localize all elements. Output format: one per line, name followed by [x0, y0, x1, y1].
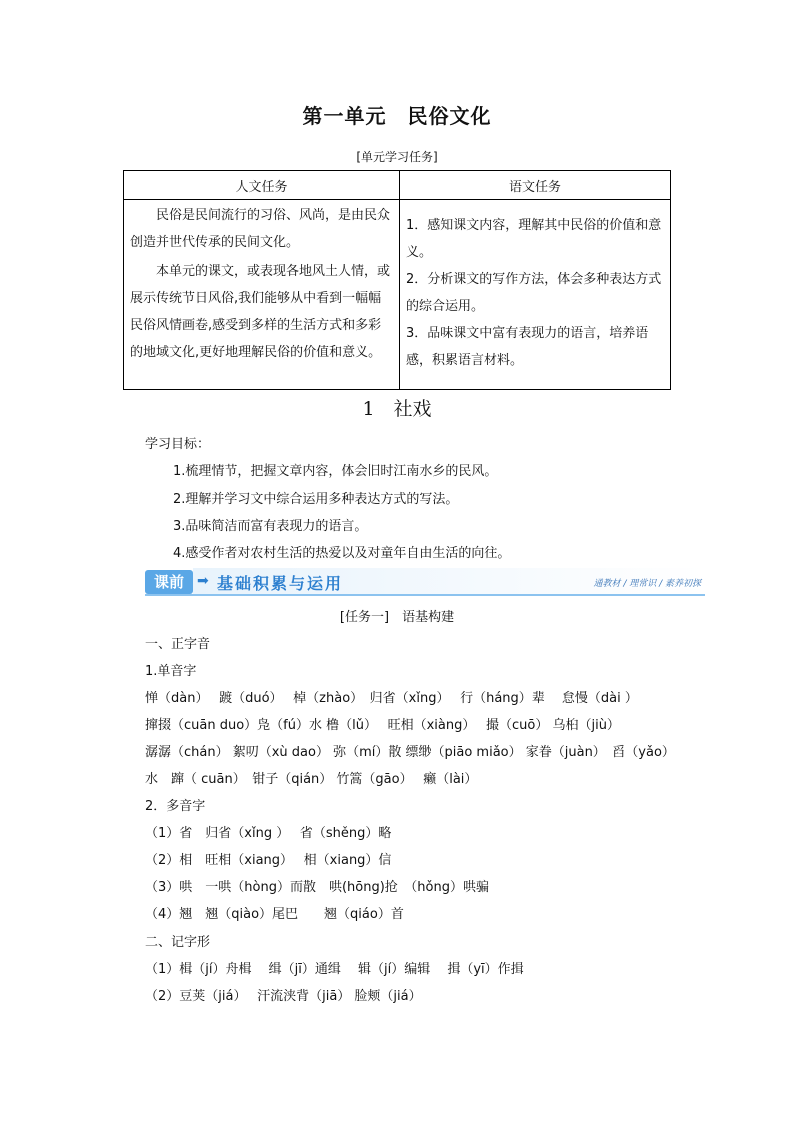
- banner-tag: 课前: [145, 570, 193, 594]
- polyphone-line: （2）相 旺相（xiang） 相（xiang）信: [145, 853, 392, 868]
- table-header-humanities: 人文任务: [124, 171, 400, 200]
- pinyin-line: 撺掇（cuān duo）凫（fú）水 橹（lǔ） 旺相（xiàng） 撮（cuō） 乌桕（jiù）: [145, 718, 620, 733]
- humanities-cell: [124, 200, 400, 390]
- goal-item: 2.理解并学习文中综合运用多种表达方式的写法。: [173, 492, 459, 507]
- character-shape-line: （2）豆荚（jiá） 汗流浃背（jiā） 脸颊（jiá）: [145, 989, 422, 1004]
- sub-heading: 1.单音字: [145, 664, 197, 679]
- task-label: [任务一] 语基构建: [339, 610, 455, 625]
- unit-subtitle: [单元学习任务]: [356, 150, 438, 164]
- unit-task-table: [123, 170, 671, 390]
- section-heading: 二、记字形: [145, 935, 211, 950]
- polyphone-line: （4）翘 翘（qiào）尾巴 翘（qiáo）首: [145, 907, 404, 922]
- lesson-title: 1 社戏: [362, 398, 432, 420]
- polyphone-line: （1）省 归省（xǐng ） 省（shěng）略: [145, 826, 392, 841]
- pinyin-line: 惮（dàn） 踱（duó） 棹（zhào） 归省（xǐng） 行（háng）辈 怠慢（dài ）: [145, 691, 638, 706]
- goal-item: 1.梳理情节，把握文章内容，体会旧时江南水乡的民风。: [173, 464, 498, 479]
- humanities-paragraph: 本单元的课文，或表现各地风土人情，或展示传统节日风俗,我们能够从中看到一幅幅民俗风情画卷,感受到多样的生活方式和多彩的地域文化,更好地理解民俗的价值和意义。: [130, 264, 391, 360]
- sub-heading: 2．多音字: [145, 799, 206, 814]
- arrow-right-icon: ➡: [197, 573, 209, 589]
- table-header-chinese: 语文任务: [400, 171, 671, 200]
- goal-item: 3.品味简洁而富有表现力的语言。: [173, 519, 368, 534]
- section-heading: 一、正字音: [145, 637, 211, 652]
- section-banner: [145, 568, 705, 596]
- polyphone-line: （3）哄 一哄（hòng）而散 哄(hōng)抢 （hǒng）哄骗: [145, 880, 489, 895]
- pinyin-line: 水 蹿（ cuān） 钳子（qián） 竹篙（gāo） 癞（lài）: [145, 772, 478, 787]
- goal-item: 4.感受作者对农村生活的热爱以及对童年自由生活的向往。: [173, 546, 511, 561]
- chinese-cell: [400, 200, 671, 390]
- banner-underline: [145, 594, 705, 596]
- character-shape-line: （1）楫（jí）舟楫 缉（jī）通缉 辑（jí）编辑 揖（yī）作揖: [145, 962, 524, 977]
- chinese-task-item: 2．分析课文的写作方法，体会多种表达方式的综合运用。: [406, 272, 662, 314]
- pinyin-line: 潺潺（chán） 絮叨（xù dao） 弥（mí）散 缥缈（piāo miǎo） 家眷（juàn） 舀（yǎo）: [145, 745, 675, 760]
- goals-label: 学习目标：: [145, 437, 211, 452]
- banner-note: 通教材 / 理常识 / 素养初探: [593, 579, 701, 589]
- chinese-task-item: 3．品味课文中富有表现力的语言，培养语感，积累语言材料。: [406, 326, 649, 368]
- unit-title: 第一单元 民俗文化: [302, 104, 492, 128]
- humanities-paragraph: 民俗是民间流行的习俗、风尚，是由民众创造并世代传承的民间文化。: [130, 208, 391, 250]
- banner-heading: 基础积累与运用: [217, 574, 344, 593]
- chinese-task-item: 1．感知课文内容，理解其中民俗的价值和意义。: [406, 218, 662, 260]
